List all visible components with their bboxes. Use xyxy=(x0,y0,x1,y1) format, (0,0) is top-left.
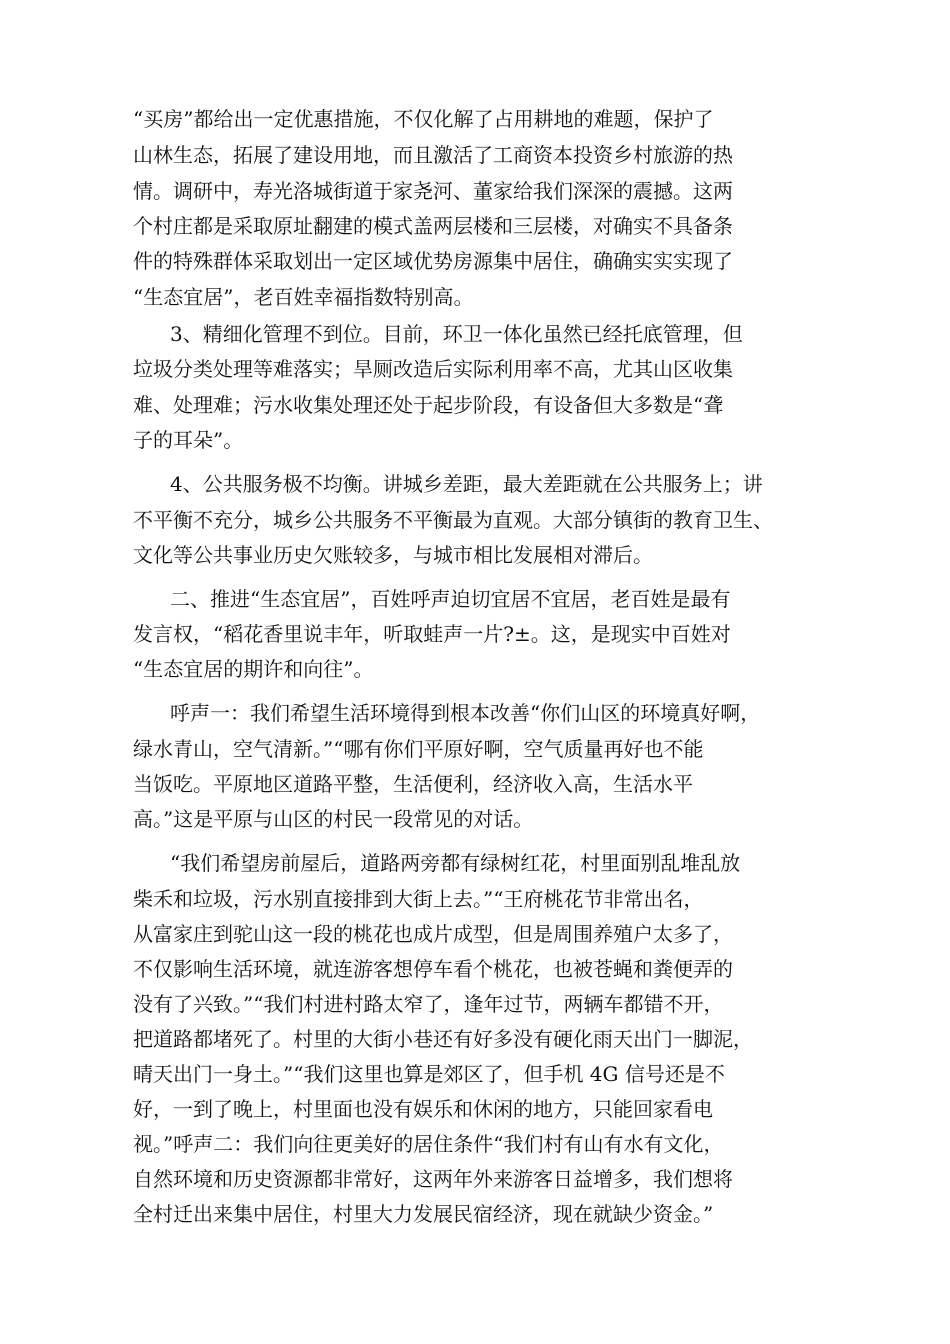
text-line: 发言权，“稻花香里说丰年，听取蛙声一片?±。这，是现实中百姓对 xyxy=(133,622,731,646)
text-line: 不平衡不充分，城乡公共服务不平衡最为直观。大部分镇街的教育卫生、 xyxy=(133,508,773,532)
text-line: 难、处理难；污水收集处理还处于起步阶段，有设备但大多数是“聋 xyxy=(133,393,724,417)
text-line: 从富家庄到驼山这一段的桃花也成片成型，但是周围养殖户太多了， xyxy=(133,922,733,946)
text-line: 山林生态，拓展了建设用地，而且激活了工商资本投资乡村旅游的热 xyxy=(133,143,733,167)
text-line: 没有了兴致。”“我们村进村路太窄了，逢年过节，两辆车都错不开， xyxy=(133,992,724,1016)
text-line: 不仅影响生活环境，就连游客想停车看个桃花，也被苍蝇和粪便弄的 xyxy=(133,957,733,981)
text-line: 子的耳朵”。 xyxy=(133,428,244,452)
text-line: 柴禾和垃圾，污水别直接排到大街上去。”“王府桃花节非常出名， xyxy=(133,887,704,911)
text-line: 全村迁出来集中居住，村里大力发展民宿经济，现在就缺少资金。” xyxy=(133,1202,714,1226)
text-line: 高。”这是平原与山区的村民一段常见的对话。 xyxy=(133,807,534,831)
text-line: 自然环境和历史资源都非常好，这两年外来游客日益增多，我们想将 xyxy=(133,1167,733,1191)
text-line: 当饭吃。平原地区道路平整，生活便利，经济收入高，生活水平 xyxy=(133,772,693,796)
text-line: “生态宜居”，老百姓幸福指数特别高。 xyxy=(133,285,474,309)
text-line: “我们希望房前屋后，道路两旁都有绿树红花，村里面别乱堆乱放 xyxy=(170,851,741,875)
text-line: 把道路都堵死了。村里的大街小巷还有好多没有硬化雨天出门一脚泥， xyxy=(133,1027,753,1051)
text-line: 二、推进“生态宜居”，百姓呼声迫切宜居不宜居，老百姓是最有 xyxy=(170,587,731,611)
text-line: 文化等公共事业历史欠账较多，与城市相比发展相对滞后。 xyxy=(133,543,653,567)
text-line: 好，一到了晚上，村里面也没有娱乐和休闲的地方，只能回家看电 xyxy=(133,1097,713,1121)
text-line: “买房”都给出一定优惠措施，不仅化解了占用耕地的难题，保护了 xyxy=(133,107,714,131)
text-line: 垃圾分类处理等难落实；旱厕改造后实际利用率不高，尤其山区收集 xyxy=(133,357,733,381)
text-line: 视。”呼声二：我们向往更美好的居住条件“我们村有山有水有文化， xyxy=(133,1132,724,1156)
text-line: 件的特殊群体采取划出一定区域优势房源集中居住，确确实实实现了 xyxy=(133,249,733,273)
text-line: “生态宜居的期许和向往”。 xyxy=(133,657,374,681)
text-line: 晴天出门一身土。”“我们这里也算是郊区了，但手机 4G 信号还是不 xyxy=(133,1062,725,1086)
text-line: 3、精细化管理不到位。目前，环卫一体化虽然已经托底管理，但 xyxy=(170,322,743,346)
text-line: 4、公共服务极不均衡。讲城乡差距，最大差距就在公共服务上；讲 xyxy=(170,472,763,496)
text-line: 绿水青山，空气清新。”“哪有你们平原好啊，空气质量再好也不能 xyxy=(133,737,704,761)
text-line: 情。调研中，寿光洛城街道于家尧河、董家给我们深深的震撼。这两 xyxy=(133,179,733,203)
text-line: 呼声一：我们希望生活环境得到根本改善“你们山区的环境真好啊， xyxy=(170,701,761,725)
text-line: 个村庄都是采取原址翻建的模式盖两层楼和三层楼，对确实不具备条 xyxy=(133,214,733,238)
